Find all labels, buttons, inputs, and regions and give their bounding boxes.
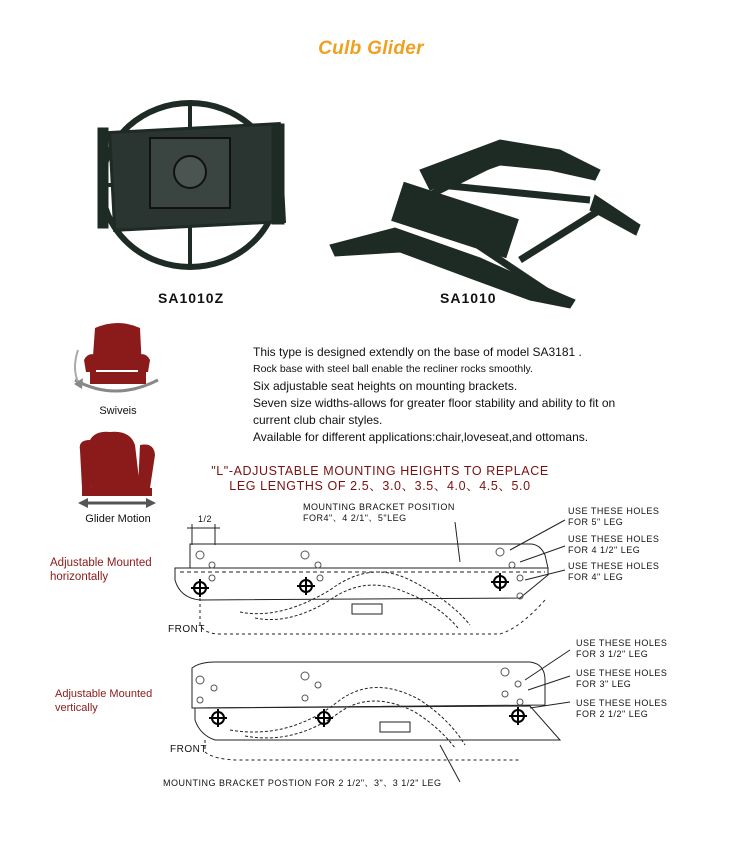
label-line: vertically [55,702,98,714]
model-label-sa1010z: SA1010Z [158,290,225,306]
note-line: USE THESE HOLES [576,698,668,708]
glider-motion-label: Glider Motion [85,513,151,525]
holes-4-5-note [568,534,659,556]
note-line: USE THESE HOLES [568,561,660,571]
page-title: Culb Glider [318,38,424,59]
note-line: USE THESE HOLES [576,638,668,648]
vertical-mount-diagram [192,650,570,782]
label-line: Adjustable Mounted [55,688,153,700]
description-line: Rock base with steel ball enable the recliner rocks smoothly. [253,363,533,375]
description-line: This type is designed extendly on the base of model SA3181 . [253,345,582,359]
bottom-bracket-note: MOUNTING BRACKET POSTION FOR 2 1/2"、3"、3 1/2" LEG [163,778,442,788]
vertical-mount-label [55,687,152,715]
heading-line: "L"-ADJUSTABLE MOUNTING HEIGHTS TO REPLACE [211,464,549,478]
front-label-top: FRONT [168,624,205,635]
note-line: FOR 3" LEG [576,679,632,689]
top-bracket-note [303,502,455,524]
description-line: current club chair styles. [253,413,383,427]
glider-chair-icon [78,432,156,508]
sa1010z-product-image [98,103,284,267]
holes-4-note [568,561,659,583]
note-line: USE THESE HOLES [568,534,660,544]
label-line: Adjustable Mounted [50,557,152,569]
holes-2-5-note [576,698,667,720]
heading-line: LEG LENGTHS OF 2.5、3.0、3.5、4.0、4.5、5.0 [229,479,531,493]
label-line: horizontally [50,571,109,583]
swivel-chair-icon [74,323,158,391]
holes-3-5-note [576,638,667,660]
horizontal-mount-diagram [175,520,565,634]
adjustable-heights-heading [200,464,560,494]
note-line: FOR 4" LEG [568,572,624,582]
note-line: MOUNTING BRACKET POSITION [303,502,455,512]
dimension-label: 1/2 [198,514,213,524]
description-line: Available for different applications:chair,loveseat,and ottomans. [253,430,589,444]
note-line: FOR 2 1/2" LEG [576,709,649,719]
front-label-bottom: FRONT [170,744,207,755]
description-line: Six adjustable seat heights on mounting brackets. [253,379,518,393]
product-description [253,344,673,446]
holes-5-note [568,506,659,528]
sa1010-product-image [330,140,640,308]
note-line: FOR 4 1/2" LEG [568,545,641,555]
holes-3-note [576,668,667,690]
description-line: Seven size widths-allows for greater floor stability and ability to fit on [253,396,616,410]
note-line: USE THESE HOLES [568,506,660,516]
note-line: FOR 5" LEG [568,517,624,527]
note-line: USE THESE HOLES [576,668,668,678]
model-label-sa1010: SA1010 [440,290,497,306]
swivels-label: Swiveis [99,405,137,417]
note-line: FOR 3 1/2" LEG [576,649,649,659]
note-line: FOR4"、4 2/1"、5"LEG [303,513,407,523]
horizontal-mount-label [50,556,152,584]
